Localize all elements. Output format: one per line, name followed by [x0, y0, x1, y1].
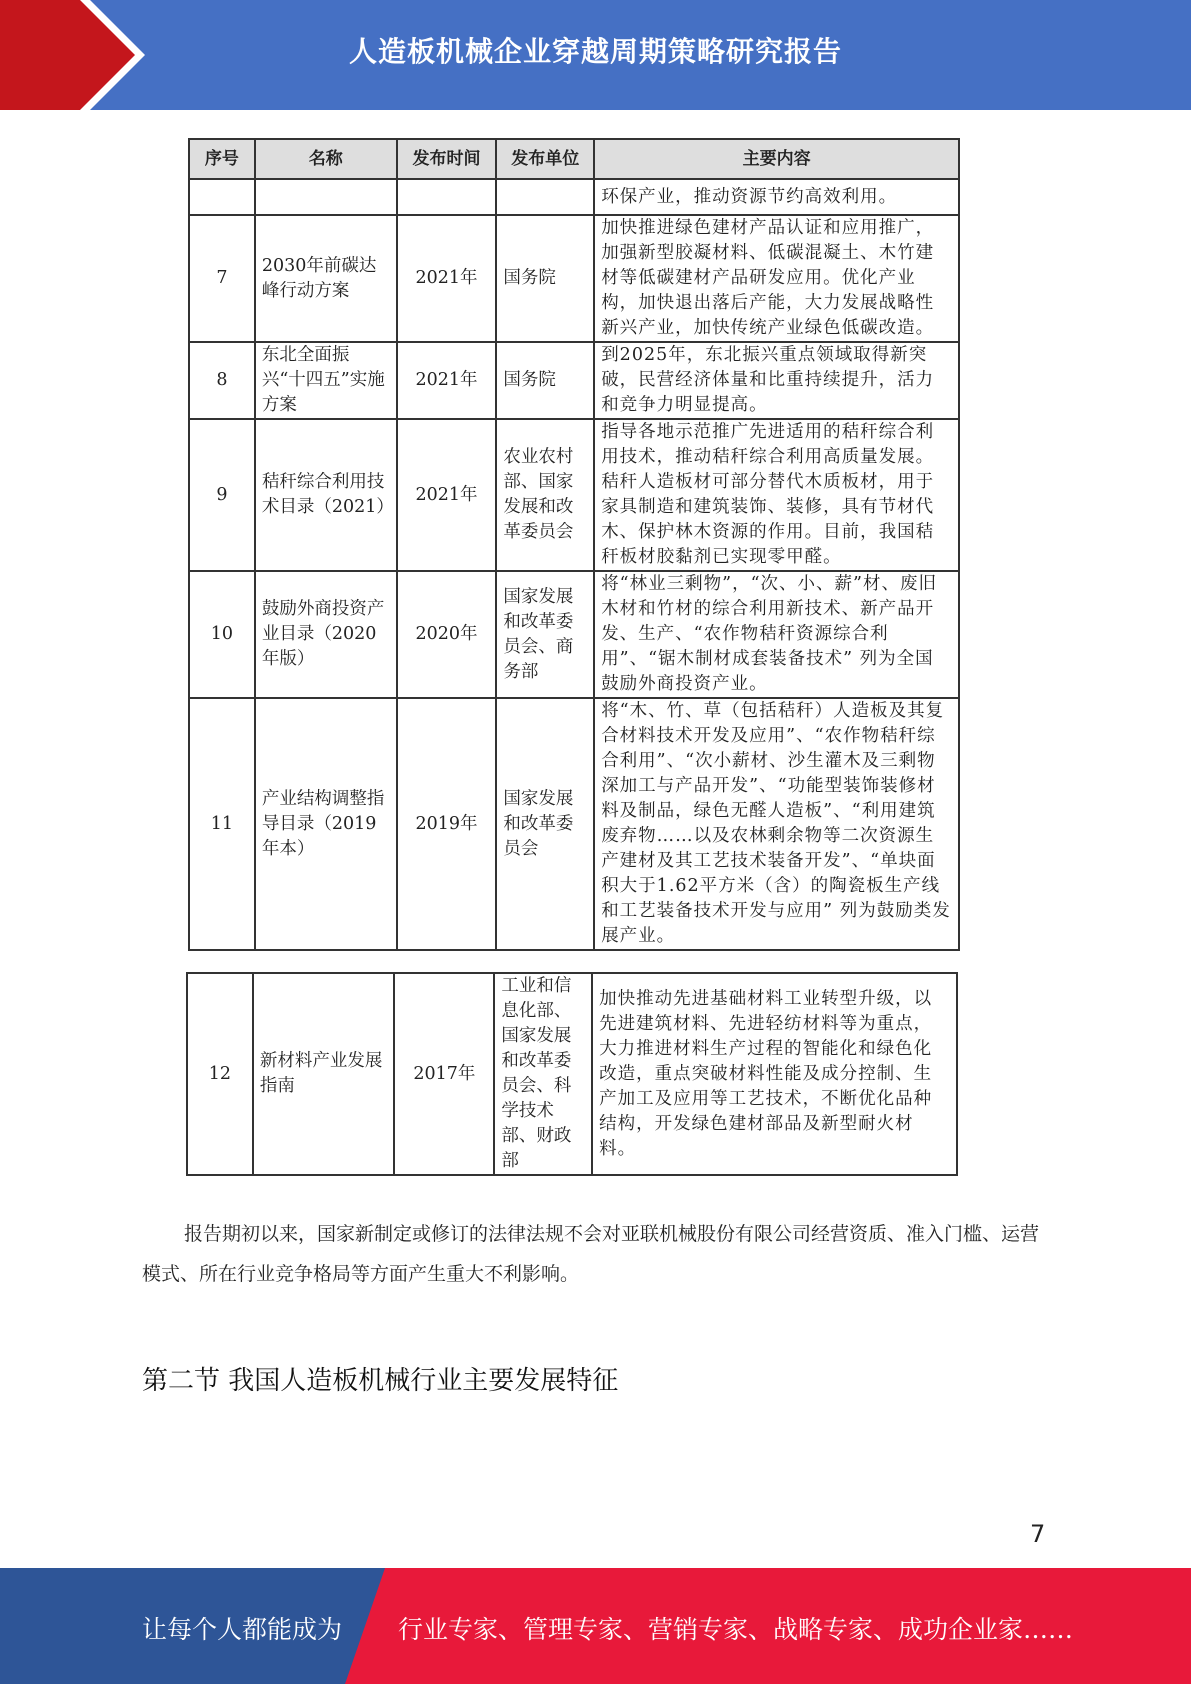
policy-table-continued — [186, 972, 958, 1176]
body-paragraph: 报告期初以来，国家新制定或修订的法律法规不会对亚联机械股份有限公司经营资质、准入门槛、运营模式、所在行业竞争格局等方面产生重大不利影响。 — [142, 1223, 1040, 1285]
row-issuer: 国家发展和改革委员会 — [496, 698, 594, 950]
row-content: 将“林业三剩物”，“次、小、薪”材、废旧木材和竹材的综合利用新技术、新产品开发、生产、“农作物秸秆资源综合利用”、“锯木制材成套装备技术” 列为全国鼓励外商投资产业。 — [594, 571, 959, 698]
row-content: 环保产业，推动资源节约高效利用。 — [594, 179, 959, 215]
row-no: 10 — [189, 571, 255, 698]
row-date: 2021年 — [397, 342, 497, 419]
row-date — [397, 179, 497, 215]
header-cell-date: 发布时间 — [397, 139, 497, 179]
row-date: 2019年 — [397, 698, 497, 950]
header-cell-issuer: 发布单位 — [496, 139, 594, 179]
row-no: 8 — [189, 342, 255, 419]
policy-table — [188, 138, 960, 951]
row-name: 新材料产业发展指南 — [253, 973, 395, 1175]
row-content: 加快推动先进基础材料工业转型升级，以先进建筑材料、先进轻纺材料等为重点，大力推进材料生产过程的智能化和绿色化改造，重点突破材料性能及成分控制、生产加工及应用等工艺技术，不断优化品种结构，开发绿色建材部品及新型耐火材料。 — [592, 973, 957, 1175]
row-name: 产业结构调整指导目录（2019年本） — [255, 698, 397, 950]
row-name: 秸秆综合利用技术目录（2021） — [255, 419, 397, 571]
table-row — [189, 419, 959, 571]
table-row — [189, 179, 959, 215]
section-title: 第二节 我国人造板机械行业主要发展特征 — [142, 1366, 619, 1396]
row-issuer: 农业农村部、国家发展和改革委员会 — [496, 419, 594, 571]
row-no: 7 — [189, 215, 255, 342]
header-cell-name: 名称 — [255, 139, 397, 179]
row-content: 将“木、竹、草（包括秸秆）人造板及其复合材料技术开发及应用”、“农作物秸秆综合利用”、“次小薪材、沙生灌木及三剩物深加工与产品开发”、“功能型装饰装修材料及制品，绿色无醛人造板”、“利用建筑废弃物……以及农林剩余物等二次资源生产建材及其工艺技术装备开发”、“单块面积大于1.62平方米（含）的陶瓷板生产线和工艺装备技术开发与应用” 列为鼓励类发展产业。 — [594, 698, 959, 950]
footer-slogan-right: 行业专家、管理专家、营销专家、战略专家、成功企业家…… — [398, 1615, 1074, 1644]
row-issuer: 国家发展和改革委员会、商务部 — [496, 571, 594, 698]
row-content: 到2025年，东北振兴重点领域取得新突破，民营经济体量和比重持续提升，活力和竞争力明显提高。 — [594, 342, 959, 419]
row-issuer — [496, 179, 594, 215]
row-content: 加快推进绿色建材产品认证和应用推广，加强新型胶凝材料、低碳混凝土、木竹建材等低碳建材产品研发应用。优化产业构，加快退出落后产能，大力发展战略性新兴产业，加快传统产业绿色低碳改造。 — [594, 215, 959, 342]
page-footer — [0, 1568, 1191, 1684]
report-title: 人造板机械企业穿越周期策略研究报告 — [348, 35, 842, 68]
row-no: 9 — [189, 419, 255, 571]
row-issuer: 国务院 — [496, 342, 594, 419]
header-cell-no: 序号 — [189, 139, 255, 179]
row-no: 12 — [187, 973, 253, 1175]
row-name — [255, 179, 397, 215]
row-issuer: 工业和信息化部、国家发展和改革委员会、科学技术部、财政部 — [494, 973, 592, 1175]
header-cell-content: 主要内容 — [594, 139, 959, 179]
table-row — [189, 571, 959, 698]
row-date: 2017年 — [394, 973, 494, 1175]
row-name: 2030年前碳达峰行动方案 — [255, 215, 397, 342]
table-row — [189, 342, 959, 419]
page-header — [0, 0, 1191, 110]
row-no — [189, 179, 255, 215]
row-date: 2020年 — [397, 571, 497, 698]
row-issuer: 国务院 — [496, 215, 594, 342]
table-header-row — [189, 139, 959, 179]
row-date: 2021年 — [397, 419, 497, 571]
row-content: 指导各地示范推广先进适用的秸秆综合利用技术，推动秸秆综合利用高质量发展。秸秆人造板材可部分替代木质板材，用于家具制造和建筑装饰、装修，具有节材代木、保护林木资源的作用。目前，我国秸秆板材胶黏剂已实现零甲醛。 — [594, 419, 959, 571]
footer-slogan-left: 让每个人都能成为 — [142, 1615, 343, 1644]
table-row — [187, 973, 957, 1175]
row-name: 鼓励外商投资产业目录（2020年版） — [255, 571, 397, 698]
table-row — [189, 698, 959, 950]
page-number: 7 — [1030, 1520, 1046, 1548]
row-name: 东北全面振兴“十四五”实施方案 — [255, 342, 397, 419]
row-no: 11 — [189, 698, 255, 950]
table-row — [189, 215, 959, 342]
row-date: 2021年 — [397, 215, 497, 342]
